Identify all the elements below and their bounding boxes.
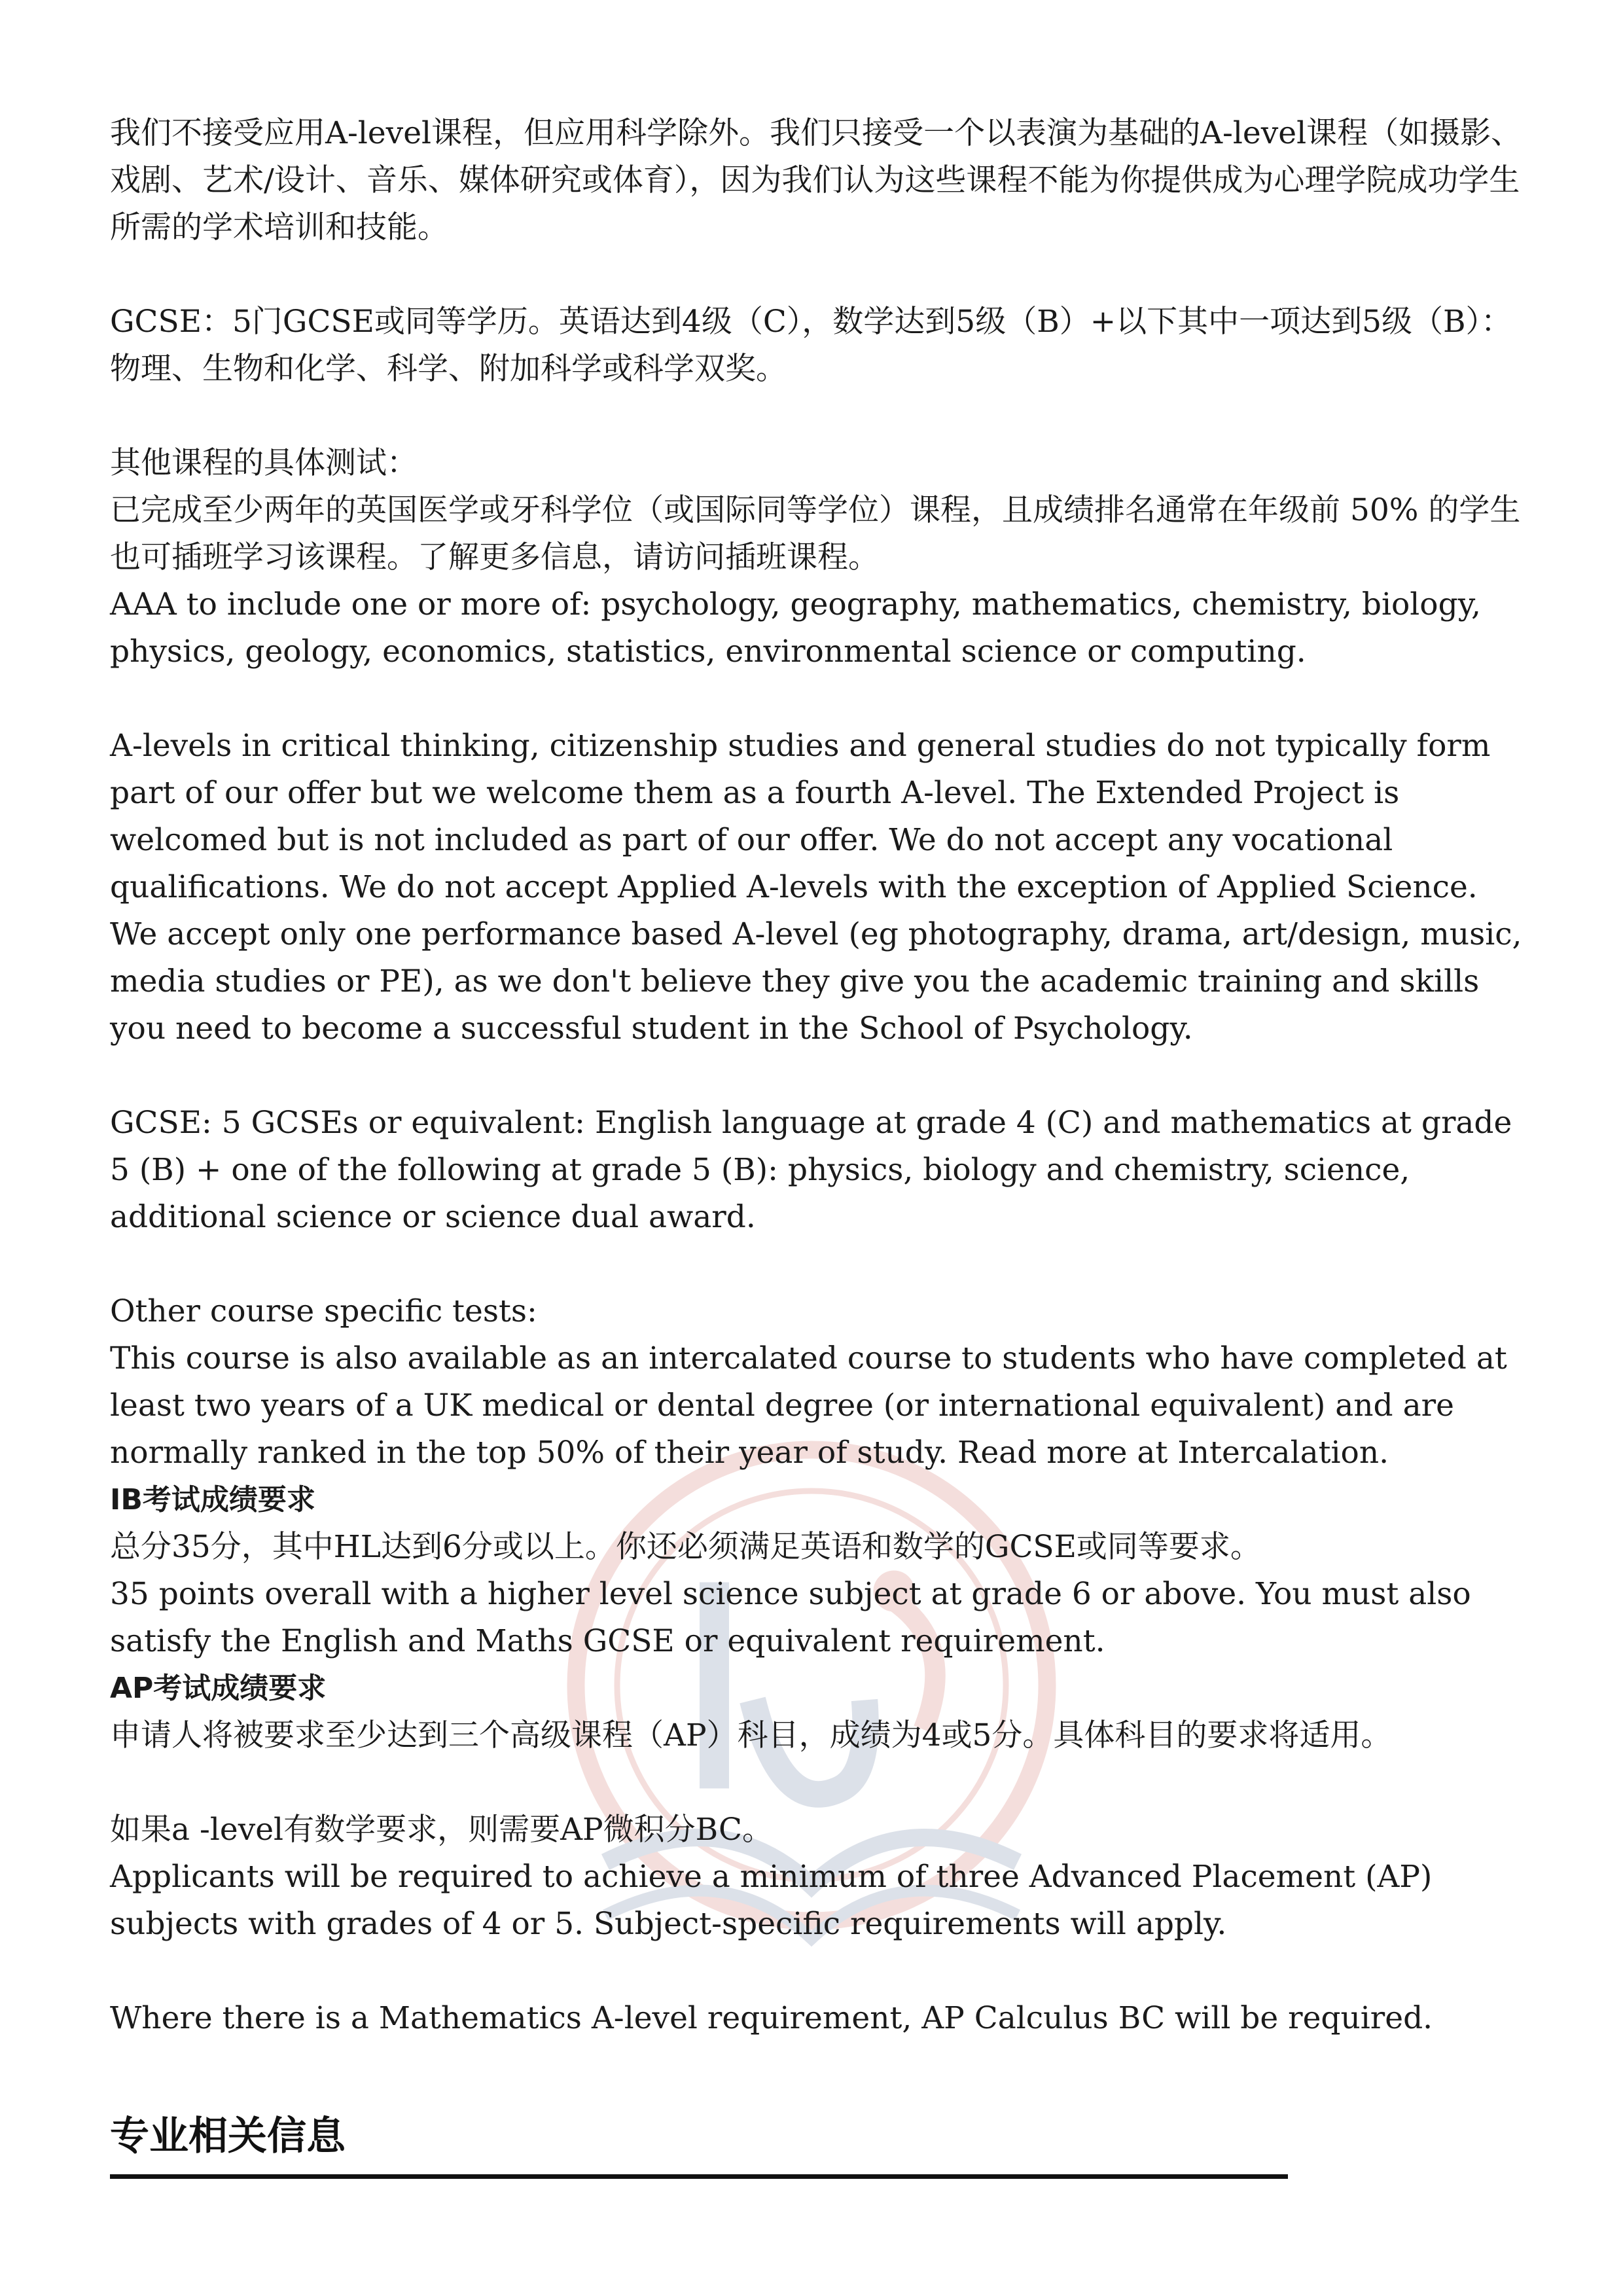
en-intercalated-paragraph: This course is also available as an intercalated course to students who have completed at least two years of a UK medical or dental degree (or international equivalent) and are normally ranked in the top 50% of their year of study. Read more at Intercalation. [110, 1340, 1507, 1471]
zh-alevel-paragraph: 我们不接受应用A-level课程，但应用科学除外。我们只接受一个以表演为基础的A-level课程（如摄影、戏剧、艺术/设计、音乐、媒体研究或体育），因为我们认为这些课程不能为你提供成为心理学院成功学生所需的学术培训和技能。 [110, 115, 1522, 245]
ib-zh-paragraph: 总分35分，其中HL达到6分或以上。你还必须满足英语和数学的GCSE或同等要求。 [110, 1529, 1261, 1565]
section-divider [110, 2174, 1288, 2179]
en-alevels-paragraph: A-levels in critical thinking, citizenship studies and general studies do not typically form part of our offer but we welcome them as a fourth A-level. The Extended Project is welcomed but is not included as part of our offer. We do not accept any vocational qualifications. We do not accept Applied A-levels with the exception of Applied Science. We accept only one performance based A-level (eg photography, drama, art/design, music, media studies or PE), as we don't believe they give you the academic training and skills you need to become a successful student in the School of Psychology. [110, 728, 1522, 1047]
zh-intercalated-paragraph: 已完成至少两年的英国医学或牙科学位（或国际同等学位）课程，且成绩排名通常在年级前 50% 的学生也可插班学习该课程。了解更多信息，请访问插班课程。 [110, 492, 1521, 575]
ap-en-math-paragraph: Where there is a Mathematics A-level requirement, AP Calculus BC will be required. [110, 2000, 1433, 2036]
zh-gcse-paragraph: GCSE：5门GCSE或同等学历。英语达到4级（C），数学达到5级（B）+以下其中一项达到5级（B）：物理、生物和化学、科学、附加科学或科学双奖。 [110, 304, 1512, 387]
en-aaa-paragraph: AAA to include one or more of: psychology, geography, mathematics, chemistry, biology, physics, geology, economics, statistics, environmental science or computing. [110, 586, 1481, 670]
zh-other-tests-label: 其他课程的具体测试： [110, 445, 418, 481]
ap-zh-math-paragraph: 如果a -level有数学要求，则需要AP微积分BC。 [110, 1812, 774, 1848]
document-body [110, 110, 1524, 2042]
ap-zh-paragraph: 申请人将被要求至少达到三个高级课程（AP）科目，成绩为4或5分。具体科目的要求将适用。 [110, 1717, 1392, 1753]
ap-heading: AP考试成绩要求 [110, 1672, 327, 1705]
en-other-tests-label: Other course specific tests: [110, 1293, 537, 1329]
en-gcse-paragraph: GCSE: 5 GCSEs or equivalent: English language at grade 4 (C) and mathematics at grade 5 (B) + one of the following at grade 5 (B): physics, biology and chemistry, science, additional science or science dual award. [110, 1105, 1512, 1235]
ap-en-paragraph: Applicants will be required to achieve a minimum of three Advanced Placement (AP) subjects with grades of 4 or 5. Subject-specific requirements will apply. [110, 1859, 1433, 1942]
section-title: 专业相关信息 [110, 2113, 346, 2159]
ib-heading: IB考试成绩要求 [110, 1483, 315, 1516]
ib-en-paragraph: 35 points overall with a higher level science subject at grade 6 or above. You must also satisfy the English and Maths GCSE or equivalent requirement. [110, 1576, 1471, 1659]
